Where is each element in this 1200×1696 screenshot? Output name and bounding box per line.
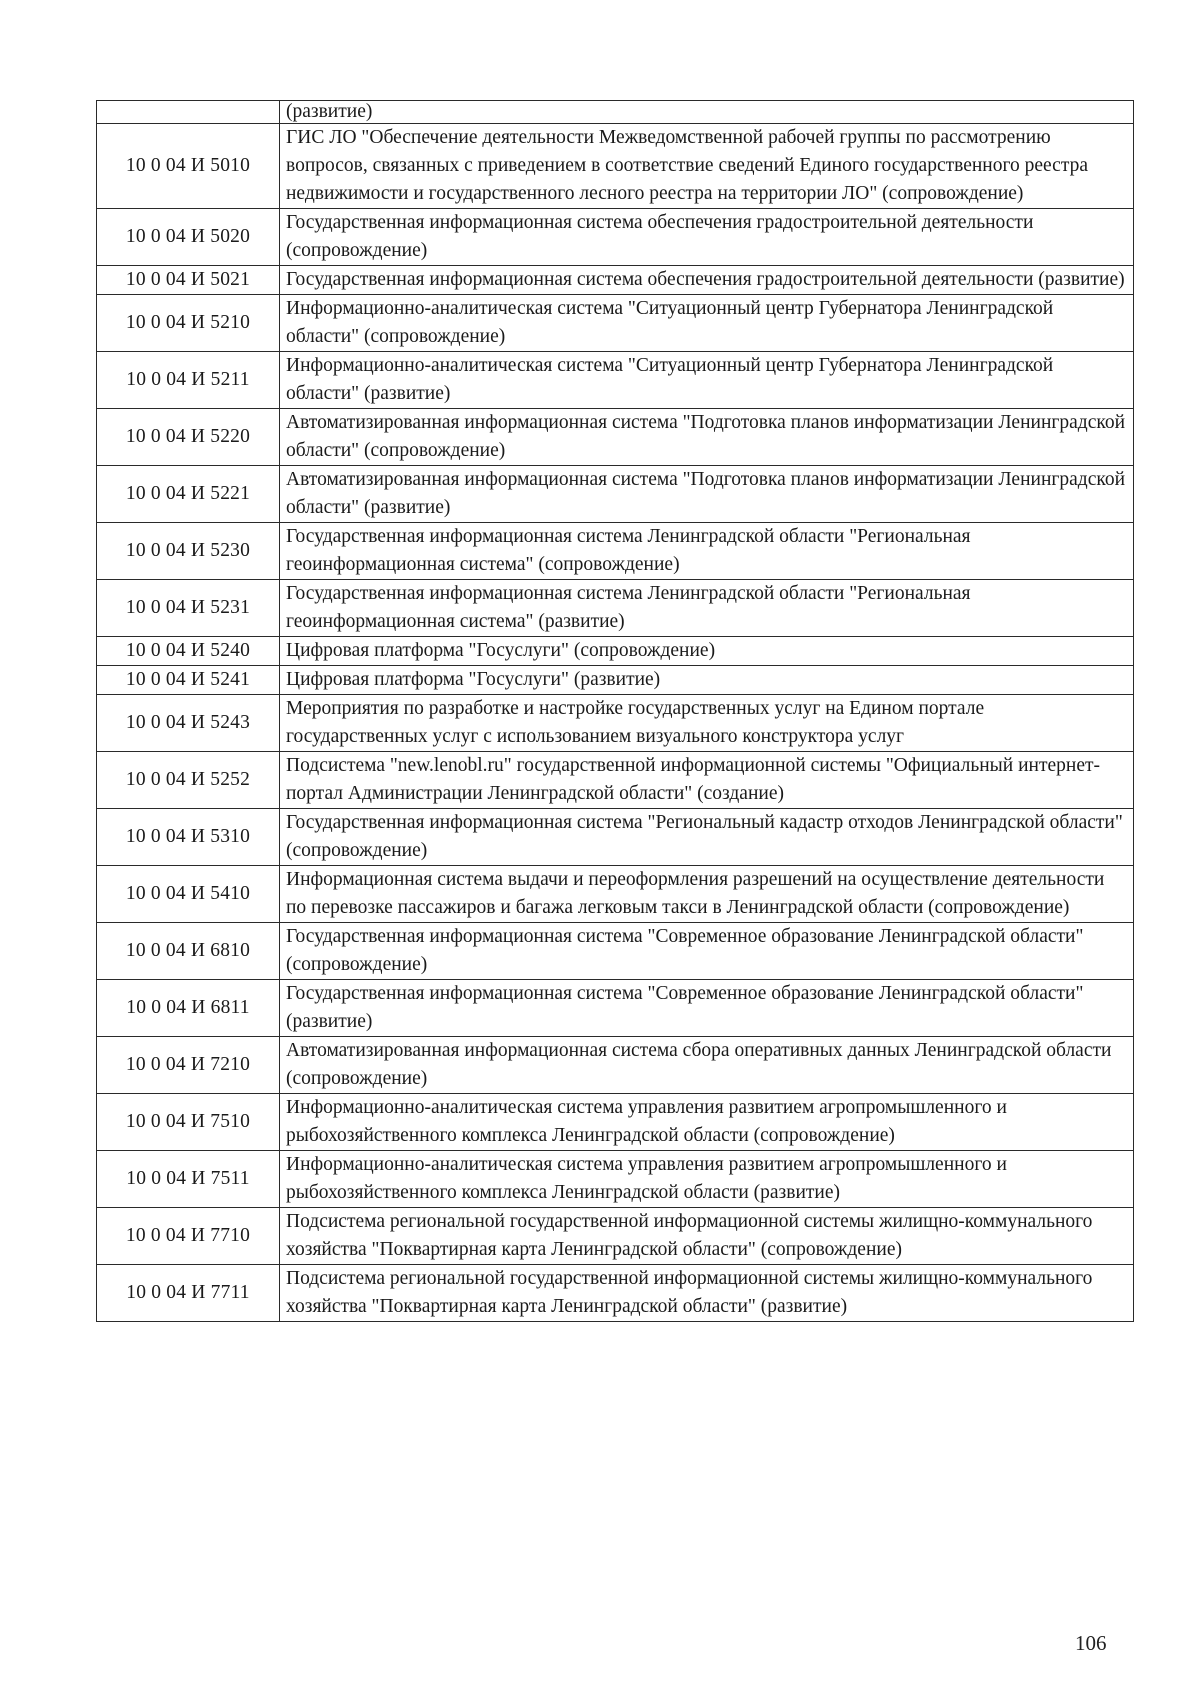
table-row [97, 352, 1134, 409]
description-cell: Информационная система выдачи и переоформления разрешений на осуществление деятельности по перевозке пассажиров и багажа легковым такси в Ленинградской области (сопровождение) [280, 866, 1134, 923]
description-cell: Автоматизированная информационная система "Подготовка планов информатизации Ленинградской области" (сопровождение) [280, 409, 1134, 466]
description-cell: ГИС ЛО "Обеспечение деятельности Межведомственной рабочей группы по рассмотрению вопросов, связанных с приведением в соответствие сведений Единого государственного реестра недвижимости и государственного лесного реестра на территории ЛО" (сопровождение) [280, 124, 1134, 209]
table-row [97, 266, 1134, 295]
page-number: 106 [1075, 1631, 1107, 1655]
table-row [97, 409, 1134, 466]
table-row [97, 124, 1134, 209]
table-row [97, 809, 1134, 866]
description-cell: Цифровая платформа "Госуслуги" (сопровождение) [280, 637, 1134, 666]
description-cell: Государственная информационная система "Современное образование Ленинградской области" (сопровождение) [280, 923, 1134, 980]
budget-code-table [96, 100, 1134, 1322]
description-cell: Подсистема региональной государственной информационной системы жилищно-коммунального хозяйства "Поквартирная карта Ленинградской области" (развитие) [280, 1265, 1134, 1322]
description-cell: Информационно-аналитическая система управления развитием агропромышленного и рыбохозяйственного комплекса Ленинградской области (сопровождение) [280, 1094, 1134, 1151]
table-row [97, 1037, 1134, 1094]
code-cell: 10 0 04 И 5410 [97, 866, 280, 923]
code-cell: 10 0 04 И 5241 [97, 666, 280, 695]
code-cell: 10 0 04 И 7711 [97, 1265, 280, 1322]
description-cell: Цифровая платформа "Госуслуги" (развитие) [280, 666, 1134, 695]
description-cell: Государственная информационная система обеспечения градостроительной деятельности (развитие) [280, 266, 1134, 295]
description-cell: Автоматизированная информационная система сбора оперативных данных Ленинградской области (сопровождение) [280, 1037, 1134, 1094]
code-cell: 10 0 04 И 6811 [97, 980, 280, 1037]
table-row [97, 695, 1134, 752]
table-row [97, 1208, 1134, 1265]
description-cell: Информационно-аналитическая система управления развитием агропромышленного и рыбохозяйственного комплекса Ленинградской области (развитие) [280, 1151, 1134, 1208]
table-row [97, 295, 1134, 352]
table-row [97, 637, 1134, 666]
table-body [97, 101, 1134, 1322]
code-cell: 10 0 04 И 5211 [97, 352, 280, 409]
table-row [97, 466, 1134, 523]
table-row [97, 523, 1134, 580]
table-row [97, 580, 1134, 637]
code-cell: 10 0 04 И 5230 [97, 523, 280, 580]
description-cell: Государственная информационная система обеспечения градостроительной деятельности (сопровождение) [280, 209, 1134, 266]
description-cell: Подсистема региональной государственной информационной системы жилищно-коммунального хозяйства "Поквартирная карта Ленинградской области" (сопровождение) [280, 1208, 1134, 1265]
description-cell: Государственная информационная система "Региональный кадастр отходов Ленинградской области" (сопровождение) [280, 809, 1134, 866]
code-cell: 10 0 04 И 5243 [97, 695, 280, 752]
description-cell: Информационно-аналитическая система "Ситуационный центр Губернатора Ленинградской области" (сопровождение) [280, 295, 1134, 352]
table-row [97, 666, 1134, 695]
description-cell: Государственная информационная система "Современное образование Ленинградской области" (развитие) [280, 980, 1134, 1037]
code-cell: 10 0 04 И 7510 [97, 1094, 280, 1151]
table-row [97, 1265, 1134, 1322]
code-cell: 10 0 04 И 7210 [97, 1037, 280, 1094]
description-cell: Информационно-аналитическая система "Ситуационный центр Губернатора Ленинградской области" (развитие) [280, 352, 1134, 409]
description-cell: Государственная информационная система Ленинградской области "Региональная геоинформационная система" (развитие) [280, 580, 1134, 637]
code-cell: 10 0 04 И 6810 [97, 923, 280, 980]
code-cell: 10 0 04 И 5021 [97, 266, 280, 295]
description-cell: Автоматизированная информационная система "Подготовка планов информатизации Ленинградской области" (развитие) [280, 466, 1134, 523]
description-cell: Подсистема "new.lenobl.ru" государственной информационной системы "Официальный интернет-портал Администрации Ленинградской области" (создание) [280, 752, 1134, 809]
table-row [97, 752, 1134, 809]
table-row [97, 1151, 1134, 1208]
code-cell: 10 0 04 И 7511 [97, 1151, 280, 1208]
table-row [97, 101, 1134, 124]
code-cell: 10 0 04 И 5220 [97, 409, 280, 466]
table-row [97, 1094, 1134, 1151]
description-cell: (развитие) [280, 101, 1134, 124]
table-row [97, 980, 1134, 1037]
table-row [97, 209, 1134, 266]
code-cell: 10 0 04 И 5252 [97, 752, 280, 809]
code-cell: 10 0 04 И 5010 [97, 124, 280, 209]
code-cell: 10 0 04 И 5020 [97, 209, 280, 266]
code-cell [97, 101, 280, 124]
code-cell: 10 0 04 И 5221 [97, 466, 280, 523]
table-row [97, 923, 1134, 980]
table-row [97, 866, 1134, 923]
code-cell: 10 0 04 И 5231 [97, 580, 280, 637]
code-cell: 10 0 04 И 7710 [97, 1208, 280, 1265]
code-cell: 10 0 04 И 5240 [97, 637, 280, 666]
code-cell: 10 0 04 И 5210 [97, 295, 280, 352]
description-cell: Мероприятия по разработке и настройке государственных услуг на Едином портале государственных услуг с использованием визуального конструктора услуг [280, 695, 1134, 752]
code-cell: 10 0 04 И 5310 [97, 809, 280, 866]
description-cell: Государственная информационная система Ленинградской области "Региональная геоинформационная система" (сопровождение) [280, 523, 1134, 580]
